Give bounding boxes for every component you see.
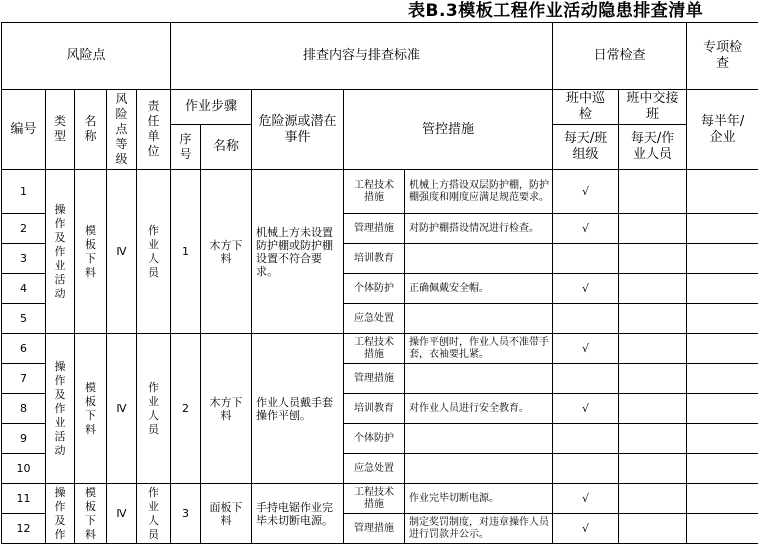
resp-unit-cell: 作业人员 [137,484,171,544]
row-no: 9 [2,424,46,454]
half-year-check [687,274,758,304]
row-no: 2 [2,214,46,244]
measure-text: 操作平刨时，作业人员不准带手套，衣袖要扎紧。 [405,334,553,364]
seq-header: 序号 [171,125,201,170]
measure-category: 管理措施 [344,364,405,394]
measure-text: 作业完毕切断电源。 [405,484,553,514]
patrol-check: √ [553,484,619,514]
patrol-check [553,424,619,454]
measure-category: 应急处置 [344,304,405,334]
name-header: 名称 [75,90,107,170]
measure-category: 工程技术措施 [344,334,405,364]
seq-cell: 1 [171,170,201,334]
shift-patrol-header: 班中巡检 [553,90,619,125]
risk-level-cell: Ⅳ [107,484,137,544]
measure-text: 对防护棚搭设情况进行检查。 [405,214,553,244]
measure-text [405,454,553,484]
type-cell: 操作及作业活动 [46,334,75,484]
work-steps-header: 作业步骤 [171,90,252,125]
daily-worker-header: 每天/作业人员 [619,125,687,170]
half-year-check [687,424,758,454]
handover-check [619,424,687,454]
type-cell: 操作及作 [46,484,75,544]
seq-cell: 2 [171,334,201,484]
step-name-cell: 面板下料 [201,484,252,544]
row-no: 8 [2,394,46,424]
handover-check [619,334,687,364]
handover-check [619,304,687,334]
row-no: 12 [2,514,46,544]
resp-unit-cell: 作业人员 [137,334,171,484]
risk-level-cell: Ⅳ [107,334,137,484]
type-cell: 操作及作业活动 [46,170,75,334]
name-cell: 模板下料 [75,484,107,544]
patrol-check [553,454,619,484]
half-year-check [687,304,758,334]
patrol-check: √ [553,334,619,364]
table-row [2,170,758,214]
hazard-header: 危险源或潜在事件 [252,90,344,170]
measure-category: 应急处置 [344,454,405,484]
half-year-check [687,454,758,484]
handover-check [619,364,687,394]
handover-check [619,394,687,424]
page-title: 表B.3模板工程作业活动隐患排查清单 [408,1,704,21]
patrol-check: √ [553,170,619,214]
handover-check [619,454,687,484]
table-row [2,334,758,364]
measure-category: 管理措施 [344,214,405,244]
step-name-cell: 木方下料 [201,170,252,334]
row-no: 3 [2,244,46,274]
patrol-check: √ [553,274,619,304]
check-content-header: 排查内容与排查标准 [171,23,553,90]
row-no: 1 [2,170,46,214]
daily-team-header: 每天/班组级 [553,125,619,170]
patrol-check: √ [553,214,619,244]
risk-level-header: 风险点等级 [107,90,137,170]
handover-check [619,514,687,544]
resp-unit-cell: 作业人员 [137,170,171,334]
patrol-check [553,304,619,334]
handover-check [619,274,687,304]
handover-check [619,170,687,214]
measure-text: 对作业人员进行安全教育。 [405,394,553,424]
measure-text [405,424,553,454]
risk-point-header: 风险点 [2,23,171,90]
control-header: 管控措施 [344,90,553,170]
patrol-check: √ [553,394,619,424]
row-no: 5 [2,304,46,334]
hazard-cell: 机械上方未设置防护棚或防护棚设置不符合要求。 [252,170,344,334]
measure-category: 个体防护 [344,274,405,304]
half-year-check [687,364,758,394]
measure-category: 管理措施 [344,514,405,544]
hazard-cell: 手持电锯作业完毕未切断电源。 [252,484,344,544]
measure-category: 工程技术措施 [344,484,405,514]
measure-text: 机械上方搭设双层防护棚，防护棚强度和刚度应满足规范要求。 [405,170,553,214]
type-header: 类型 [46,90,75,170]
half-year-check [687,334,758,364]
row-no: 10 [2,454,46,484]
row-no: 6 [2,334,46,364]
patrol-check [553,244,619,274]
step-name-cell: 木方下料 [201,334,252,484]
measure-category: 工程技术措施 [344,170,405,214]
table-row [2,484,758,514]
name-cell: 模板下料 [75,170,107,334]
seq-cell: 3 [171,484,201,544]
risk-level-cell: Ⅳ [107,170,137,334]
half-year-check [687,244,758,274]
row-no: 11 [2,484,46,514]
hazard-cell: 作业人员戴手套操作平刨。 [252,334,344,484]
half-year-check [687,484,758,514]
no-header: 编号 [2,90,46,170]
measure-text: 正确佩戴安全帽。 [405,274,553,304]
resp-unit-header: 责任单位 [137,90,171,170]
name-cell: 模板下料 [75,334,107,484]
handover-check [619,244,687,274]
half-year-header: 每半年/企业 [687,90,758,170]
special-check-header: 专项检查 [687,23,758,90]
hazard-checklist-table [1,22,758,544]
step-name-header: 名称 [201,125,252,170]
half-year-check [687,214,758,244]
row-no: 4 [2,274,46,304]
half-year-check [687,394,758,424]
measure-text [405,364,553,394]
patrol-check: √ [553,514,619,544]
half-year-check [687,514,758,544]
measure-category: 培训教育 [344,244,405,274]
measure-text [405,244,553,274]
patrol-check [553,364,619,394]
measure-text [405,304,553,334]
half-year-check [687,170,758,214]
measure-category: 培训教育 [344,394,405,424]
measure-text: 制定奖罚制度，对违章操作人员进行罚款并公示。 [405,514,553,544]
shift-handover-header: 班中交接班 [619,90,687,125]
row-no: 7 [2,364,46,394]
handover-check [619,214,687,244]
daily-check-header: 日常检查 [553,23,687,90]
handover-check [619,484,687,514]
measure-category: 个体防护 [344,424,405,454]
